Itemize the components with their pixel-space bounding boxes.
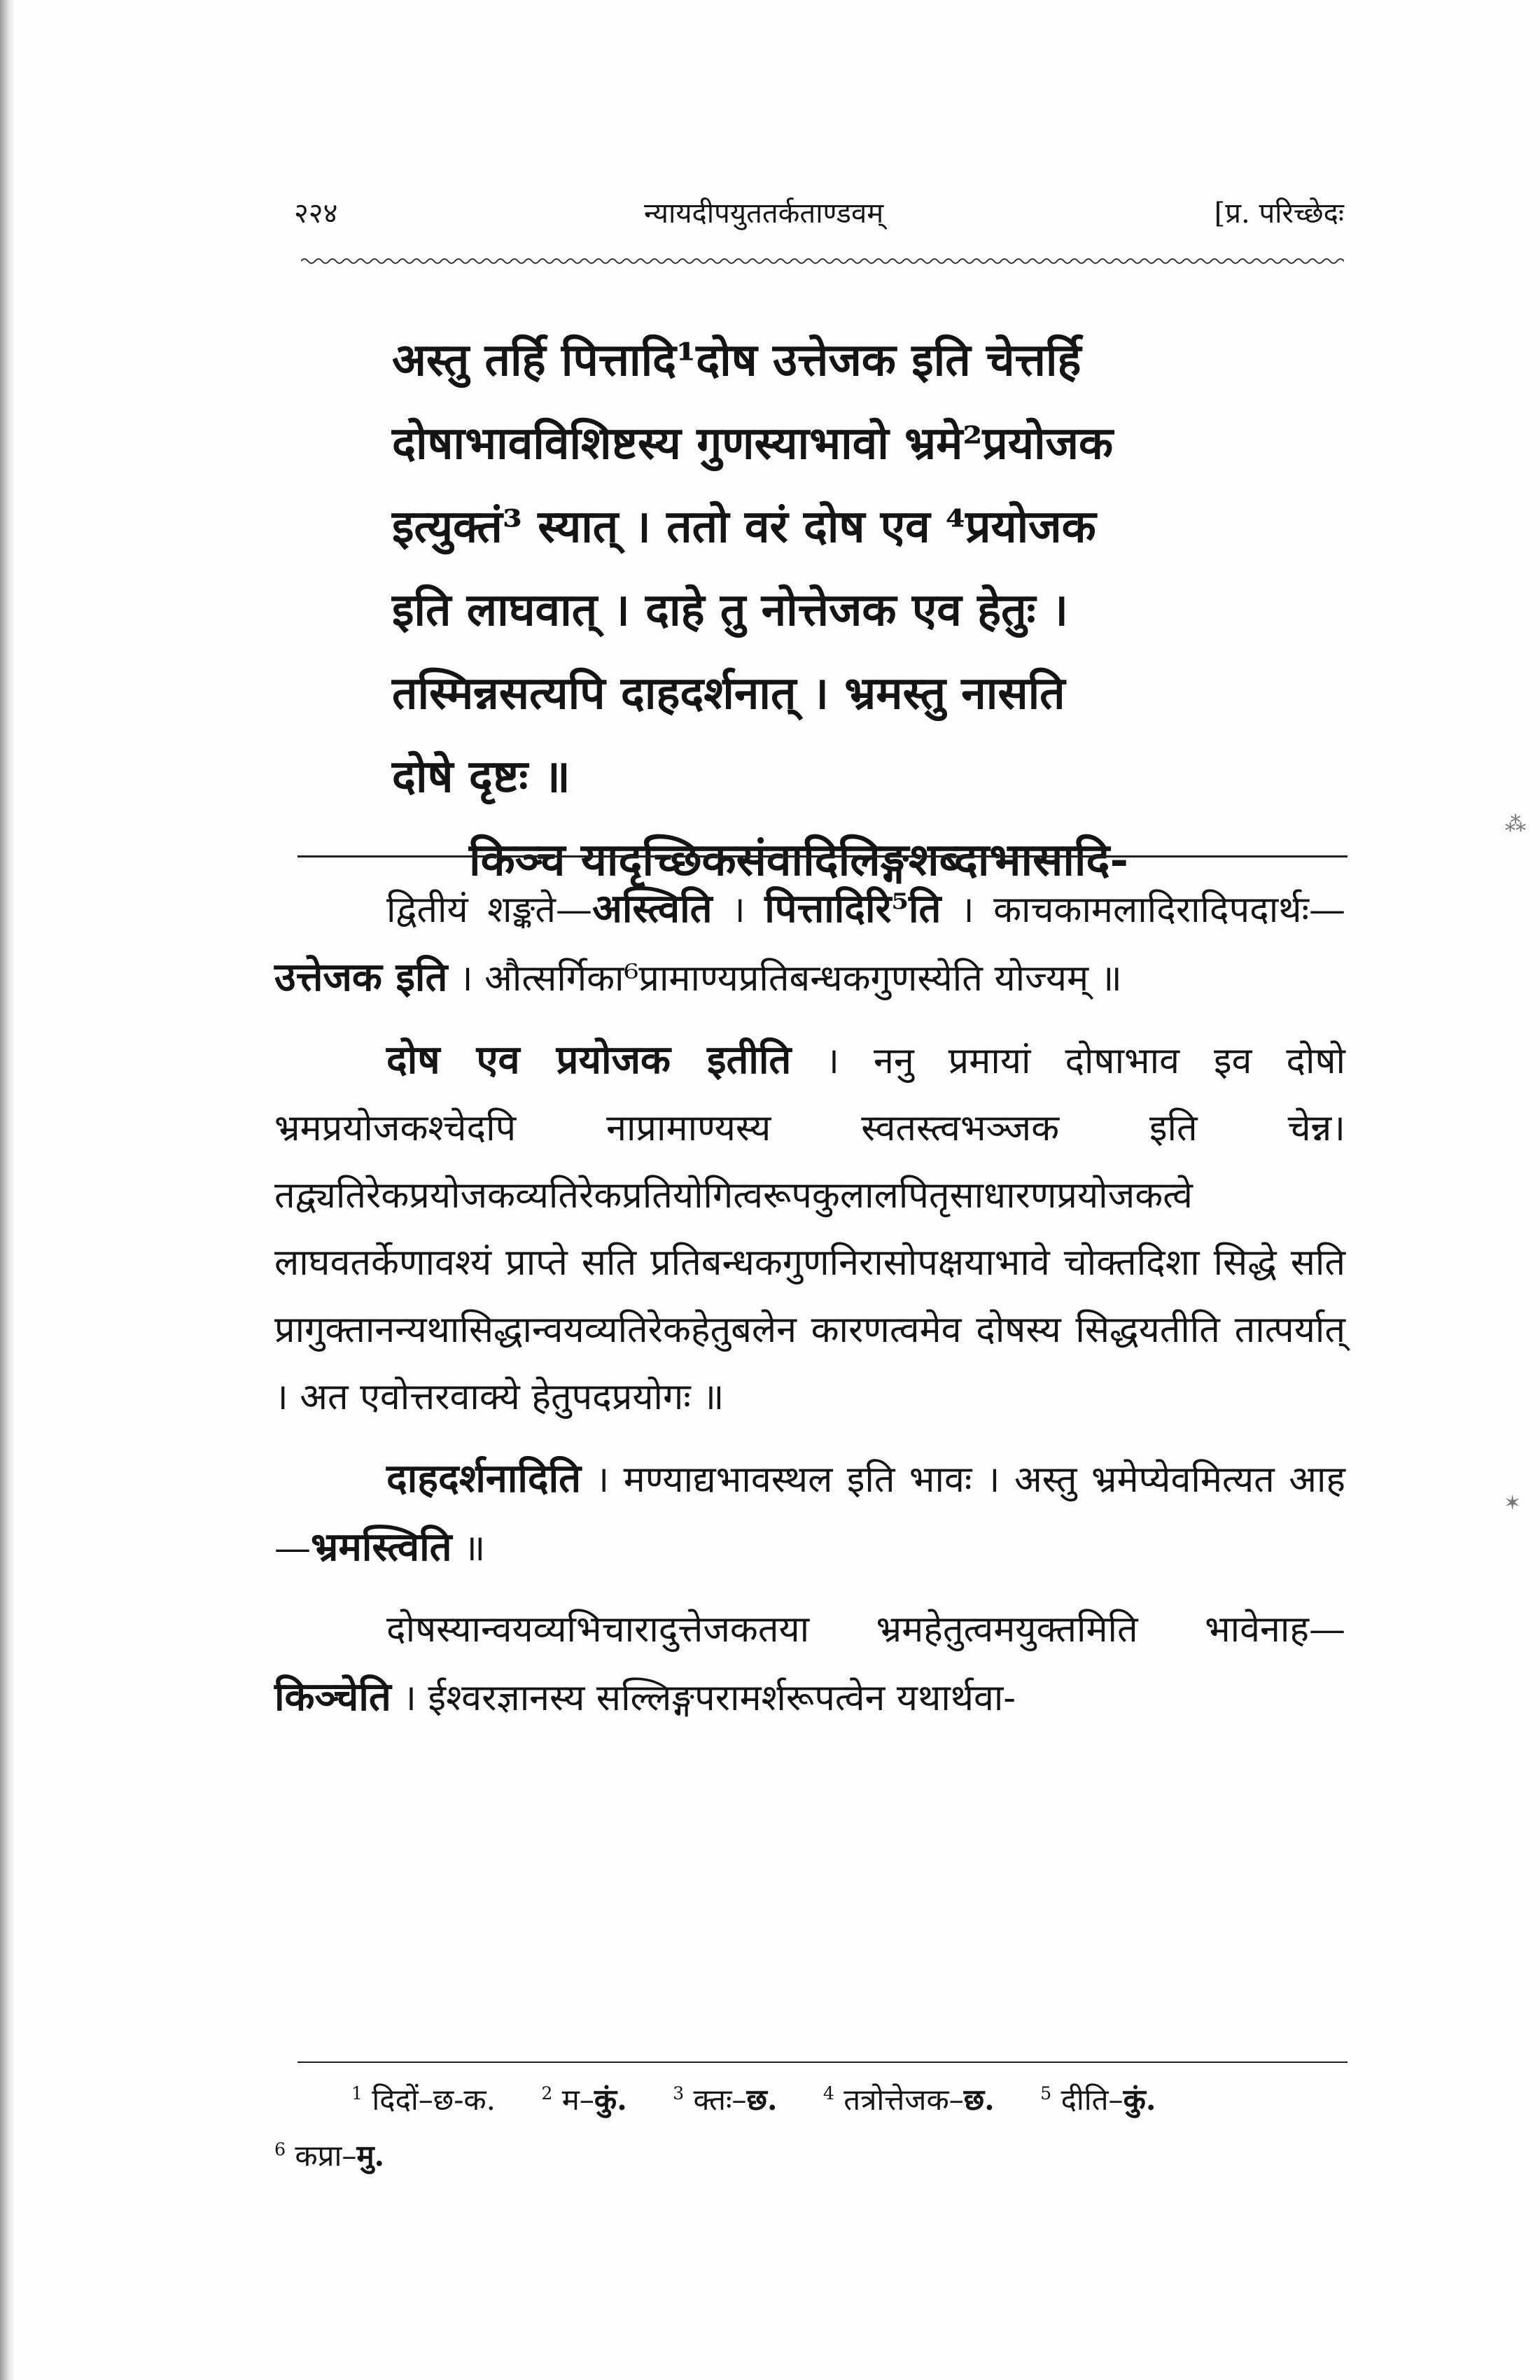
footnote: $^1$ दिदों–छ-क. <box>351 2082 496 2117</box>
commentary-paragraph: दाहदर्शनादिति । मण्याद्यभावस्थल इति भावः । अस्तु भ्रमेप्येवमित्यत आह—भ्रमस्त्विति ॥ <box>274 1455 1345 1570</box>
commentary-block <box>274 875 1345 1732</box>
main-line: किञ्च यादृच्छिकसंवादिलिङ्गशब्दाभासादि- <box>469 834 1129 886</box>
footnote-divider <box>298 2062 1348 2063</box>
margin-speck: ⁂ <box>1505 812 1526 836</box>
main-line: दोषाभावविशिष्टस्य गुणस्याभावो भ्रमे²प्रयोजक <box>392 417 1114 470</box>
main-line: अस्तु तर्हि पित्तादि¹दोष उत्तेजक इति चेत्तर्हि <box>392 334 1082 386</box>
main-line: इति लाघवात् । दाहे तु नोत्तेजक एव हेतुः । <box>392 584 1069 636</box>
main-line: तस्मिन्नसत्यपि दाहदर्शनात् । भ्रमस्तु नासति <box>392 667 1065 720</box>
footnote: $^3$ क्तः–छ. <box>673 2082 778 2117</box>
commentary-paragraph: दोष एव प्रयोजक इतीति । ननु प्रमायां दोषाभाव इव दोषो भ्रमप्रयोजकश्चेदपि नाप्रामाण्यस्य स्वतस्त्वभञ्जक इति चेन्न। तद्व्यतिरेकप्रयोजकव्यतिरेकप्रतियोगित्वरूपकुलालपितृसाधारणप्रयोजकत्वे लाघवतर्केणावश्यं प्राप्ते सति प्रतिबन्धकगुणनिरासोपक्षयाभावे चोक्तदिशा सिद्धे सति प्रागुक्तानन्यथासिद्धान्वयव्यतिरेकहेतुबलेन कारणत्वमेव दोषस्य सिद्धयतीति तात्पर्यात् । अत एवोत्तरवाक्ये हेतुपदप्रयोगः ॥ <box>274 1037 1345 1418</box>
commentary-paragraph: द्वितीयं शङ्कते—अस्त्विति । पित्तादिरि⁵ति । काचकामलादिरादिपदार्थः—उत्तेजक इति । औत्सर्गिका⁶प्रामाण्यप्रतिबन्धकगुणस्येति योज्यम् ॥ <box>274 886 1345 1000</box>
header-wavy-rule <box>301 255 1344 267</box>
footnote-line <box>274 2128 1345 2184</box>
main-verse-text <box>392 318 1239 902</box>
footnote: $^5$ दीति–कुं. <box>1040 2082 1156 2117</box>
main-line: इत्युक्तं³ स्यात् । ततो वरं दोष एव ⁴प्रयोजक <box>392 500 1096 553</box>
footnote-line <box>274 2072 1345 2128</box>
section-label: [प्र. परिच्छेदः <box>1214 197 1344 230</box>
text-commentary-divider <box>298 855 1348 858</box>
book-title: न्यायदीपयुततर्कताण्डवम् <box>644 197 884 230</box>
footnotes <box>274 2072 1345 2184</box>
footnote: $^2$ म–कुं. <box>541 2082 627 2117</box>
margin-speck: ✶ <box>1504 1491 1522 1516</box>
page-number: २२४ <box>294 197 338 230</box>
commentary-paragraph: दोषस्यान्वयव्यभिचारादुत्तेजकतया भ्रमहेतुत्वमयुक्तमिति भावेनाह—किञ्चेति । ईश्वरज्ञानस्य सल्लिङ्गपरामर्शरूपत्वेन यथार्थवा- <box>274 1609 1345 1720</box>
page-edge-shadow <box>0 0 15 2380</box>
footnote: $^4$ तत्रोत्तेजक–छ. <box>822 2082 995 2117</box>
footnote: $^6$ कप्रा–मु. <box>274 2138 385 2173</box>
main-line: दोषे दृष्टः ॥ <box>392 750 570 803</box>
running-header <box>294 189 1344 238</box>
